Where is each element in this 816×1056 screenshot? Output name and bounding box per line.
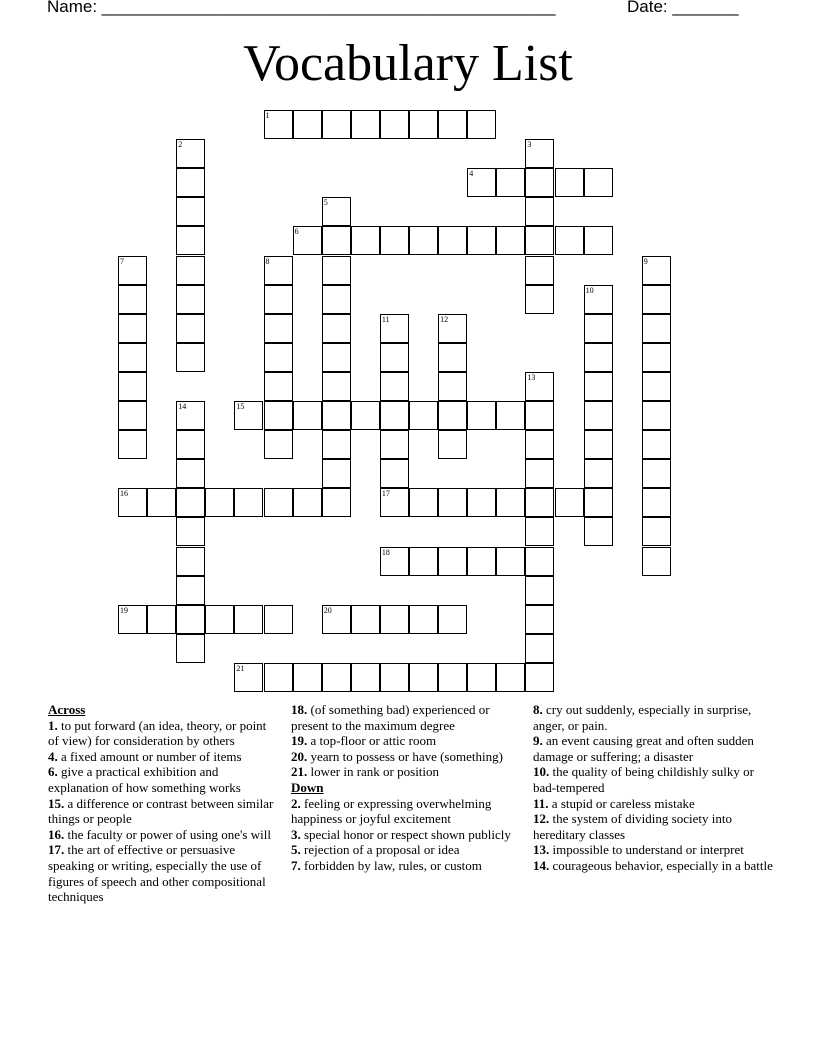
grid-cell[interactable]	[293, 226, 322, 255]
grid-cell[interactable]	[584, 343, 613, 372]
grid-cell[interactable]	[409, 226, 438, 255]
clue-number: 19.	[291, 733, 308, 749]
clue-number: 20.	[291, 748, 308, 764]
clue-text: the quality of being childishly sulky or bad-tempered	[533, 764, 754, 795]
clue-number: 18.	[291, 702, 308, 717]
grid-cell[interactable]	[264, 343, 293, 372]
grid-cell[interactable]	[642, 285, 671, 314]
down-clue	[533, 796, 773, 812]
cell-number: 14	[178, 402, 187, 411]
grid-cell[interactable]	[176, 285, 205, 314]
grid-cell[interactable]	[234, 401, 263, 430]
grid-cell[interactable]	[351, 226, 380, 255]
grid-cell[interactable]	[351, 110, 380, 139]
grid-cell[interactable]	[467, 110, 496, 139]
grid-cell[interactable]	[380, 372, 409, 401]
cell-number: 21	[236, 663, 245, 673]
grid-cell[interactable]	[642, 314, 671, 343]
grid-cell[interactable]	[409, 663, 438, 692]
clue-text: impossible to understand or interpret	[552, 842, 744, 858]
grid-cell[interactable]	[555, 168, 584, 197]
grid-cell[interactable]	[438, 430, 467, 459]
grid-cell[interactable]	[176, 343, 205, 372]
cell-number: 17	[381, 489, 390, 499]
page-title: Vocabulary List	[243, 35, 573, 92]
grid-cell[interactable]	[176, 430, 205, 459]
grid-cell[interactable]	[322, 197, 351, 226]
cell-number: 6	[294, 227, 299, 237]
grid-cell[interactable]	[467, 663, 496, 692]
grid-cell[interactable]	[525, 576, 554, 605]
grid-cell[interactable]	[176, 459, 205, 488]
grid-cell[interactable]	[322, 343, 351, 372]
clue-text: rejection of a proposal or idea	[304, 842, 460, 858]
grid-cell[interactable]	[438, 343, 467, 372]
clue-text: the system of dividing society into hereditary classes	[533, 811, 732, 842]
grid-cell[interactable]	[322, 372, 351, 401]
grid-cell[interactable]	[584, 430, 613, 459]
grid-cell[interactable]	[118, 430, 147, 459]
grid-cell[interactable]	[176, 605, 205, 634]
grid-cell[interactable]	[176, 576, 205, 605]
clue-text: special honor or respect shown publicly	[304, 826, 511, 842]
grid-cell[interactable]	[380, 430, 409, 459]
grid-cell[interactable]	[264, 488, 293, 517]
grid-cell[interactable]	[496, 488, 525, 517]
grid-cell[interactable]	[409, 547, 438, 576]
grid-cell[interactable]	[264, 314, 293, 343]
clue-text: a fixed amount or number of items	[61, 748, 242, 764]
grid-cell[interactable]	[205, 488, 234, 517]
clue-number: 10.	[533, 764, 550, 780]
grid-cell[interactable]	[555, 226, 584, 255]
clue-text: to put forward (an idea, theory, or point of view) for consideration by others	[48, 717, 267, 749]
clue-number: 3.	[291, 826, 301, 842]
grid-cell[interactable]	[380, 459, 409, 488]
clues-column-3	[533, 702, 773, 874]
grid-cell[interactable]	[264, 110, 293, 139]
grid-cell[interactable]	[176, 634, 205, 663]
down-clue	[533, 764, 773, 795]
grid-cell[interactable]	[176, 197, 205, 226]
grid-cell[interactable]	[351, 401, 380, 430]
grid-cell[interactable]	[584, 168, 613, 197]
clue-number: 13.	[533, 842, 550, 858]
grid-cell[interactable]	[118, 372, 147, 401]
clue-number: 8.	[533, 702, 543, 717]
grid-cell[interactable]	[642, 372, 671, 401]
grid-cell[interactable]	[525, 139, 554, 168]
grid-cell[interactable]	[525, 197, 554, 226]
across-clue	[48, 827, 280, 843]
grid-cell[interactable]	[496, 168, 525, 197]
down-heading: Down	[291, 779, 324, 795]
cell-number: 12	[440, 314, 449, 324]
grid-cell[interactable]	[293, 401, 322, 430]
grid-cell[interactable]	[264, 372, 293, 401]
grid-cell[interactable]	[584, 372, 613, 401]
grid-cell[interactable]	[642, 459, 671, 488]
grid-cell[interactable]	[322, 314, 351, 343]
grid-cell[interactable]	[584, 314, 613, 343]
grid-cell[interactable]	[351, 663, 380, 692]
grid-cell[interactable]	[409, 401, 438, 430]
clue-text: a stupid or careless mistake	[551, 795, 695, 811]
cell-number: 8	[265, 256, 270, 266]
grid-cell[interactable]	[525, 226, 554, 255]
grid-cell[interactable]	[642, 517, 671, 546]
clue-text: forbidden by law, rules, or custom	[304, 857, 482, 873]
cell-number: 16	[120, 489, 128, 499]
cell-number: 13	[527, 372, 536, 382]
grid-cell[interactable]	[176, 314, 205, 343]
grid-cell[interactable]	[118, 256, 147, 285]
cell-number: 9	[643, 256, 648, 266]
grid-cell[interactable]	[264, 430, 293, 459]
across-clue	[291, 749, 521, 765]
grid-cell[interactable]	[322, 110, 351, 139]
across-clue	[48, 764, 280, 795]
grid-cell[interactable]	[438, 401, 467, 430]
date-field-label: Date: _______	[627, 0, 739, 16]
cell-number: 1	[265, 111, 270, 120]
clue-number: 11.	[533, 795, 549, 811]
grid-cell[interactable]	[642, 401, 671, 430]
clue-text: the faculty or power of using one's will	[67, 826, 271, 842]
grid-cell[interactable]	[205, 605, 234, 634]
clue-number: 15.	[48, 795, 65, 811]
grid-cell[interactable]	[176, 517, 205, 546]
grid-cell[interactable]	[467, 168, 496, 197]
grid-cell[interactable]	[438, 605, 467, 634]
down-clue	[533, 702, 773, 733]
grid-cell[interactable]	[322, 459, 351, 488]
grid-cell[interactable]	[642, 430, 671, 459]
grid-cell[interactable]	[525, 285, 554, 314]
clue-number: 1.	[48, 717, 58, 733]
grid-cell[interactable]	[176, 139, 205, 168]
cell-number: 19	[120, 605, 128, 615]
clue-text: courageous behavior, especially in a battle	[552, 857, 773, 873]
grid-cell[interactable]	[234, 663, 263, 692]
grid-cell[interactable]	[438, 372, 467, 401]
clue-number: 9.	[533, 733, 543, 749]
grid-cell[interactable]	[176, 547, 205, 576]
grid-cell[interactable]	[380, 314, 409, 343]
grid-cell[interactable]	[322, 226, 351, 255]
clue-text: a top-floor or attic room	[310, 733, 437, 749]
grid-cell[interactable]	[322, 430, 351, 459]
down-clue	[291, 796, 521, 827]
clue-number: 4.	[48, 748, 58, 764]
grid-cell[interactable]	[380, 663, 409, 692]
grid-cell[interactable]	[322, 605, 351, 634]
down-clue	[291, 842, 521, 858]
grid-cell[interactable]	[147, 488, 176, 517]
grid-cell[interactable]	[438, 110, 467, 139]
clue-number: 14.	[533, 857, 550, 873]
grid-cell[interactable]	[584, 459, 613, 488]
cell-number: 3	[527, 140, 532, 150]
clue-number: 6.	[48, 764, 58, 780]
grid-cell[interactable]	[496, 663, 525, 692]
clue-text: feeling or expressing overwhelming happiness or joyful excitement	[291, 795, 492, 827]
grid-cell[interactable]	[176, 168, 205, 197]
down-clue	[291, 858, 521, 874]
grid-cell[interactable]	[525, 605, 554, 634]
grid-cell[interactable]	[380, 343, 409, 372]
clue-text: (of something bad) experienced or present to the maximum degree	[291, 702, 490, 733]
grid-cell[interactable]	[147, 605, 176, 634]
grid-cell[interactable]	[293, 110, 322, 139]
clue-number: 16.	[48, 826, 65, 842]
grid-cell[interactable]	[380, 110, 409, 139]
grid-cell[interactable]	[118, 401, 147, 430]
grid-cell[interactable]	[322, 256, 351, 285]
grid-cell[interactable]	[438, 663, 467, 692]
grid-cell[interactable]	[118, 488, 147, 517]
grid-cell[interactable]	[264, 605, 293, 634]
grid-cell[interactable]	[380, 547, 409, 576]
across-clue	[291, 764, 521, 780]
across-heading: Across	[48, 702, 86, 717]
grid-cell[interactable]	[584, 226, 613, 255]
grid-cell[interactable]	[234, 605, 263, 634]
grid-cell[interactable]	[525, 517, 554, 546]
clue-number: 2.	[291, 795, 301, 811]
clue-text: an event causing great and often sudden damage or suffering; a disaster	[533, 733, 754, 764]
grid-cell[interactable]	[176, 226, 205, 255]
grid-cell[interactable]	[438, 226, 467, 255]
cell-number: 7	[120, 256, 124, 266]
grid-cell[interactable]	[322, 401, 351, 430]
clue-text: the art of effective or persuasive speaking or writing, especially the use of figures of speech and other compositional techniques	[48, 842, 266, 905]
down-clue	[533, 733, 773, 764]
grid-cell[interactable]	[438, 547, 467, 576]
clues-column-2	[291, 702, 521, 874]
grid-cell[interactable]	[293, 663, 322, 692]
across-clue	[48, 796, 280, 827]
grid-cell[interactable]	[264, 663, 293, 692]
grid-cell[interactable]	[380, 401, 409, 430]
grid-cell[interactable]	[118, 285, 147, 314]
grid-cell[interactable]	[409, 110, 438, 139]
grid-cell[interactable]	[176, 256, 205, 285]
down-clue	[533, 811, 773, 842]
grid-cell[interactable]	[525, 547, 554, 576]
grid-cell[interactable]	[496, 547, 525, 576]
grid-cell[interactable]	[176, 401, 205, 430]
grid-cell[interactable]	[438, 488, 467, 517]
grid-cell[interactable]	[293, 488, 322, 517]
grid-cell[interactable]	[409, 605, 438, 634]
grid-cell[interactable]	[322, 488, 351, 517]
grid-cell[interactable]	[264, 285, 293, 314]
grid-cell[interactable]	[525, 459, 554, 488]
grid-cell[interactable]	[525, 256, 554, 285]
clue-text: a difference or contrast between similar things or people	[48, 795, 274, 827]
grid-cell[interactable]	[642, 488, 671, 517]
clue-number: 7.	[291, 857, 301, 873]
grid-cell[interactable]	[438, 314, 467, 343]
grid-cell[interactable]	[409, 488, 438, 517]
cell-number: 5	[323, 198, 328, 208]
clue-text: yearn to possess or have (something)	[310, 748, 503, 764]
grid-cell[interactable]	[584, 285, 613, 314]
grid-cell[interactable]	[264, 256, 293, 285]
grid-cell[interactable]	[234, 488, 263, 517]
cell-number: 2	[178, 140, 183, 150]
grid-cell[interactable]	[525, 168, 554, 197]
grid-cell[interactable]	[525, 372, 554, 401]
across-clue	[291, 733, 521, 749]
grid-cell[interactable]	[525, 430, 554, 459]
cell-number: 18	[381, 547, 390, 557]
grid-cell[interactable]	[496, 401, 525, 430]
grid-cell[interactable]	[584, 517, 613, 546]
grid-cell[interactable]	[525, 401, 554, 430]
across-clue	[291, 702, 521, 733]
grid-cell[interactable]	[322, 285, 351, 314]
clue-number: 5.	[291, 842, 301, 858]
grid-cell[interactable]	[264, 401, 293, 430]
cell-number: 10	[585, 285, 594, 295]
clue-number: 21.	[291, 764, 308, 780]
grid-cell[interactable]	[467, 547, 496, 576]
grid-cell[interactable]	[176, 488, 205, 517]
grid-cell[interactable]	[118, 314, 147, 343]
cell-number: 15	[236, 402, 245, 411]
grid-cell[interactable]	[584, 488, 613, 517]
grid-cell[interactable]	[467, 488, 496, 517]
clues-column-1	[48, 702, 280, 905]
grid-cell[interactable]	[380, 226, 409, 255]
cell-number: 4	[469, 169, 474, 179]
grid-cell[interactable]	[642, 256, 671, 285]
grid-cell[interactable]	[525, 663, 554, 692]
clue-number: 17.	[48, 842, 65, 858]
grid-cell[interactable]	[525, 488, 554, 517]
cell-number: 20	[323, 605, 332, 615]
grid-cell[interactable]	[380, 605, 409, 634]
grid-cell[interactable]	[118, 343, 147, 372]
clue-text: lower in rank or position	[310, 764, 440, 780]
grid-cell[interactable]	[642, 343, 671, 372]
grid-cell[interactable]	[467, 401, 496, 430]
grid-cell[interactable]	[642, 547, 671, 576]
grid-cell[interactable]	[496, 226, 525, 255]
clue-number: 12.	[533, 811, 550, 827]
grid-cell[interactable]	[322, 663, 351, 692]
grid-cell[interactable]	[351, 605, 380, 634]
cell-number: 11	[381, 314, 390, 324]
across-clue	[48, 749, 280, 765]
grid-cell[interactable]	[525, 634, 554, 663]
across-clue	[48, 718, 280, 749]
clue-text: cry out suddenly, especially in surprise, anger, or pain.	[533, 702, 752, 733]
grid-cell[interactable]	[467, 226, 496, 255]
grid-cell[interactable]	[118, 605, 147, 634]
down-clue	[533, 842, 773, 858]
grid-cell[interactable]	[555, 488, 584, 517]
name-field-label: Name: ________________________________________________	[47, 0, 556, 16]
grid-cell[interactable]	[584, 401, 613, 430]
clue-text: give a practical exhibition and explanation of how something works	[48, 764, 241, 795]
down-clue	[291, 827, 521, 843]
across-clue	[48, 842, 280, 904]
grid-cell[interactable]	[380, 488, 409, 517]
down-clue	[533, 858, 773, 874]
